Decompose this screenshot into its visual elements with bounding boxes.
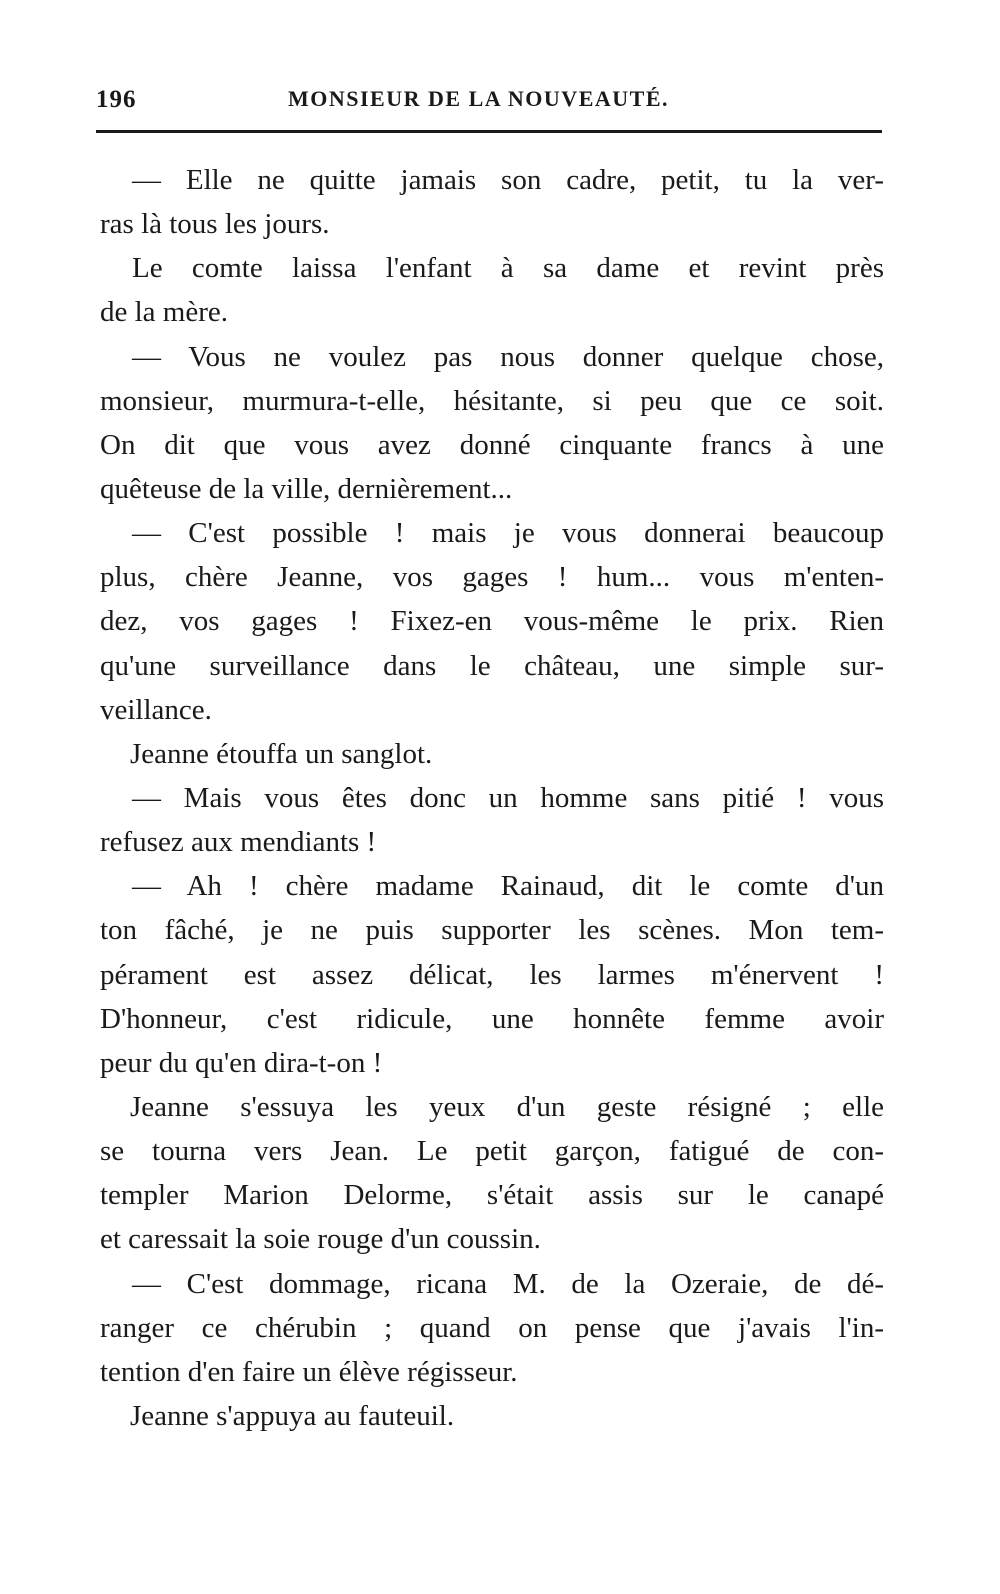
text-line: D'honneur, c'est ridicule, une honnête femme avoir	[100, 1002, 884, 1035]
text-line: Jeanne s'essuya les yeux d'un geste résigné ; elle	[130, 1090, 884, 1123]
text-line: et caressait la soie rouge d'un coussin.	[100, 1223, 541, 1256]
text-line: On dit que vous avez donné cinquante francs à une	[100, 428, 884, 461]
text-line: — C'est possible ! mais je vous donnerai beaucoup	[132, 517, 884, 550]
text-line: — C'est dommage, ricana M. de la Ozeraie, de dé-	[132, 1267, 884, 1300]
running-head	[96, 86, 886, 116]
text-line: monsieur, murmura-t-elle, hésitante, si peu que ce soit.	[100, 384, 884, 417]
text-line: Jeanne s'appuya au fauteuil.	[130, 1399, 455, 1432]
text-line: ranger ce chérubin ; quand on pense que j'avais l'in-	[100, 1311, 884, 1344]
body-text	[100, 158, 884, 1438]
text-line: ras là tous les jours.	[100, 208, 330, 241]
text-line: de la mère.	[100, 296, 229, 329]
running-title: MONSIEUR DE LA NOUVEAUTÉ.	[288, 86, 669, 111]
text-line: templer Marion Delorme, s'était assis sur le canapé	[100, 1179, 884, 1212]
text-line: peur du qu'en dira-t-on !	[100, 1046, 383, 1079]
text-line: plus, chère Jeanne, vos gages ! hum... vous m'enten-	[100, 561, 884, 594]
text-line: — Ah ! chère madame Rainaud, dit le comte d'un	[132, 870, 884, 903]
text-line: Le comte laissa l'enfant à sa dame et revint près	[132, 252, 884, 285]
text-line: qu'une surveillance dans le château, une simple sur-	[100, 649, 884, 682]
page-number: 196	[96, 86, 137, 113]
text-line: — Elle ne quitte jamais son cadre, petit, tu la ver-	[132, 164, 884, 196]
text-line: refusez aux mendiants !	[100, 826, 377, 859]
text-line: dez, vos gages ! Fixez-en vous-même le prix. Rien	[100, 605, 884, 638]
text-line: pérament est assez délicat, les larmes m'énervent !	[100, 958, 884, 991]
text-line: veillance.	[100, 693, 212, 726]
text-line: tention d'en faire un élève régisseur.	[100, 1355, 518, 1388]
text-line: — Vous ne voulez pas nous donner quelque chose,	[132, 340, 884, 373]
text-line: — Mais vous êtes donc un homme sans pitié ! vous	[132, 781, 884, 814]
text-line: Jeanne étouffa un sanglot.	[130, 737, 433, 770]
text-line: se tourna vers Jean. Le petit garçon, fatigué de con-	[100, 1135, 884, 1168]
header-rule	[96, 130, 882, 133]
text-line: ton fâché, je ne puis supporter les scènes. Mon tem-	[100, 914, 884, 947]
text-line: quêteuse de la ville, dernièrement...	[100, 472, 513, 505]
